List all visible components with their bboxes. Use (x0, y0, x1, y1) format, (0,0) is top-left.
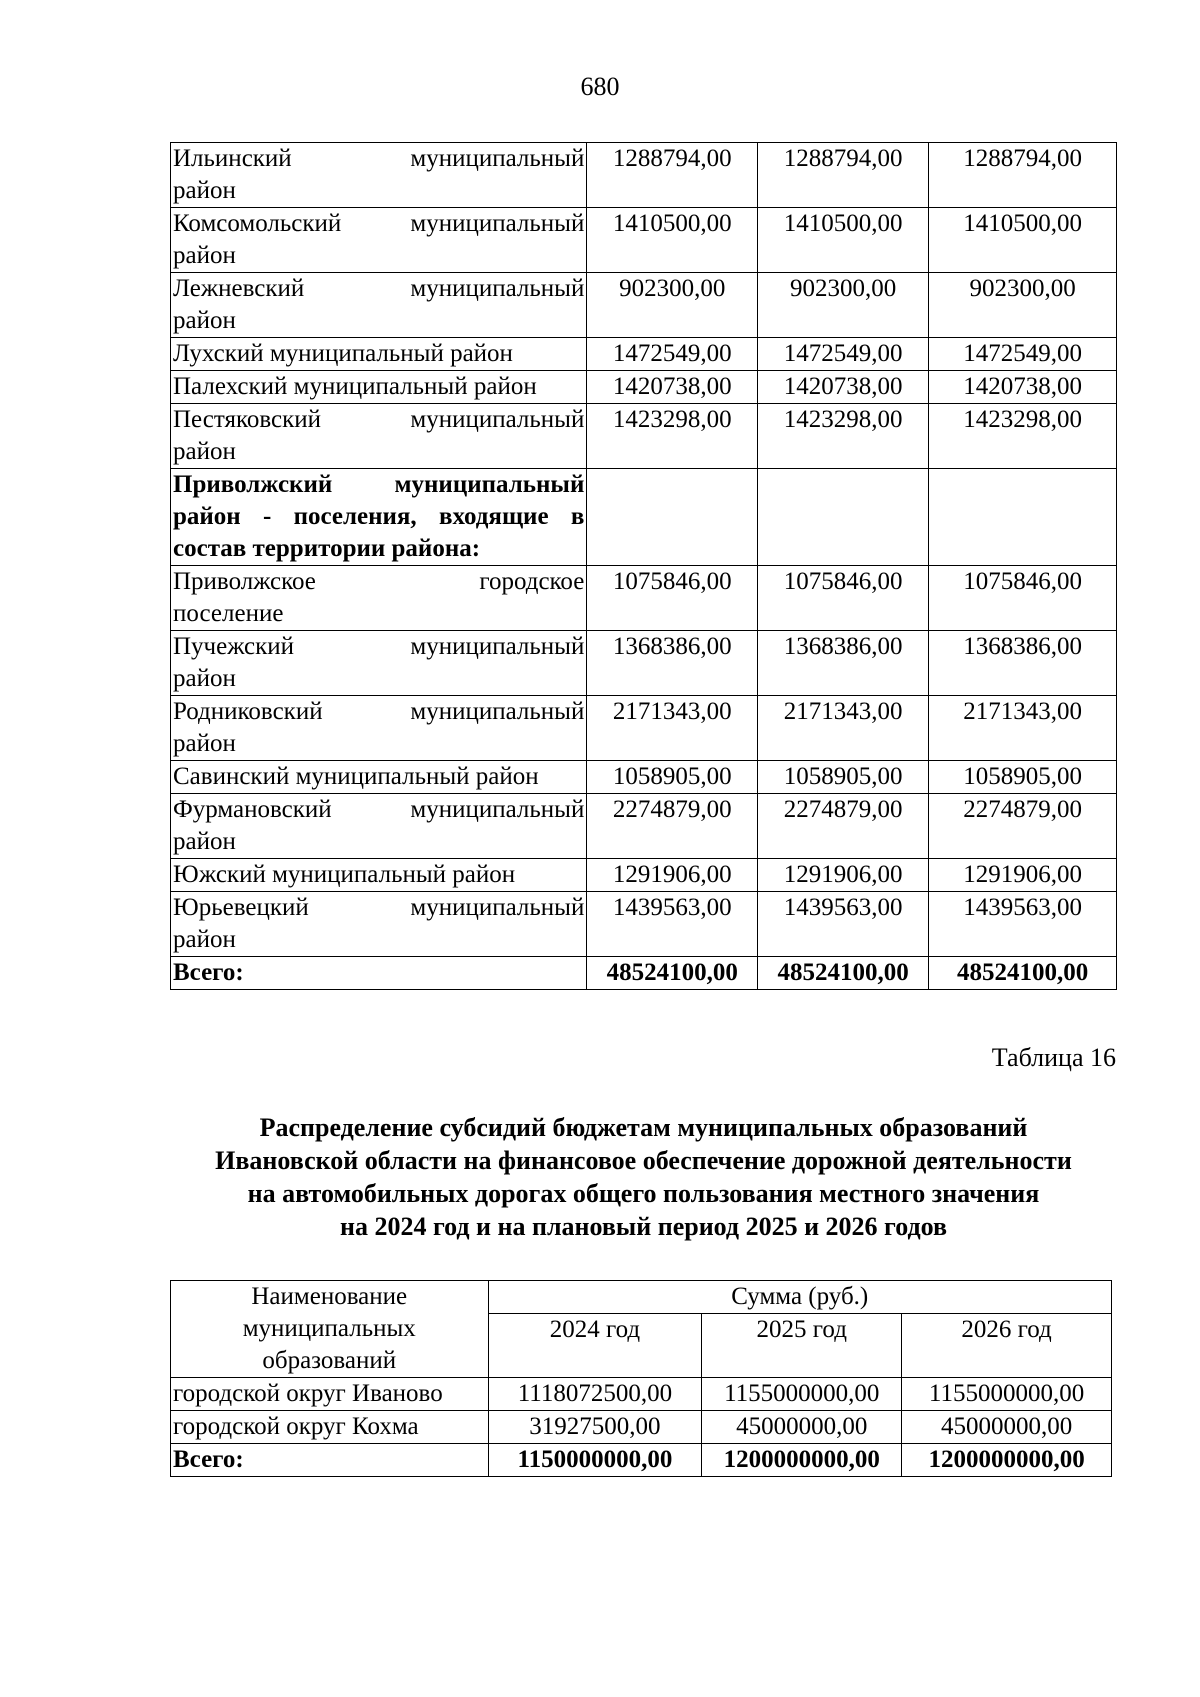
header-sum-col: Сумма (руб.) (488, 1281, 1112, 1314)
table-title-line: на автомобильных дорогах общего пользования местного значения (247, 1179, 1040, 1208)
row-name (171, 696, 587, 761)
row-value-2025: 1291906,00 (758, 859, 929, 892)
page-number: 680 (580, 72, 620, 101)
row-value-2026: 2171343,00 (929, 696, 1117, 761)
row-value-2025: 2274879,00 (758, 794, 929, 859)
row-value-2024: 2274879,00 (587, 794, 758, 859)
table-row (171, 371, 1117, 404)
row-value-2025: 1368386,00 (758, 631, 929, 696)
row-name (171, 794, 587, 859)
total-value-2025: 1200000000,00 (702, 1444, 902, 1477)
row-name-line: поселение (173, 600, 284, 627)
empty-cell-2024 (587, 469, 758, 566)
row-value-2024: 1423298,00 (587, 404, 758, 469)
header-year-2026: 2026 год (902, 1314, 1112, 1378)
row-name-line: район (173, 730, 236, 757)
row-name: Савинский муниципальный район (171, 761, 587, 794)
row-value-2026: 1420738,00 (929, 371, 1117, 404)
total-label: Всего: (171, 957, 587, 990)
row-value-2026: 1472549,00 (929, 338, 1117, 371)
row-value-2025: 1439563,00 (758, 892, 929, 957)
row-value-2024: 1439563,00 (587, 892, 758, 957)
header-year-2024: 2024 год (488, 1314, 702, 1378)
section-row (171, 469, 1117, 566)
table-row (171, 696, 1117, 761)
row-value-2025: 1472549,00 (758, 338, 929, 371)
table-title-line: Ивановской области на финансовое обеспечение дорожной деятельности (215, 1146, 1072, 1175)
row-value-2025: 902300,00 (758, 273, 929, 338)
row-value-2024: 1288794,00 (587, 143, 758, 208)
row-value-2026: 1288794,00 (929, 143, 1117, 208)
row-value-2024: 2171343,00 (587, 696, 758, 761)
row-name-line: район (173, 307, 236, 334)
table-row (171, 566, 1117, 631)
row-value-2025: 1423298,00 (758, 404, 929, 469)
table-title (170, 1111, 1117, 1243)
row-name (171, 404, 587, 469)
row-name-line: Комсомольский муниципальный (173, 210, 585, 237)
row-name-line: Приволжское городское (173, 568, 585, 595)
row-value-2025: 1410500,00 (758, 208, 929, 273)
table-row (171, 404, 1117, 469)
row-name-line: Пестяковский муниципальный (173, 406, 585, 433)
row-name-line: район (173, 438, 236, 465)
row-name-line: район (173, 665, 236, 692)
row-value-2024: 1368386,00 (587, 631, 758, 696)
row-name-line: Юрьевецкий муниципальный (173, 894, 585, 921)
row-name: Южский муниципальный район (171, 859, 587, 892)
row-name: городской округ Иваново (171, 1378, 489, 1411)
table-row (171, 143, 1117, 208)
empty-cell-2026 (929, 469, 1117, 566)
table-title-line: Распределение субсидий бюджетам муниципальных образований (259, 1113, 1028, 1142)
row-name: городской округ Кохма (171, 1411, 489, 1444)
table-row (171, 1411, 1112, 1444)
row-value-2024: 1075846,00 (587, 566, 758, 631)
row-value-2026: 1058905,00 (929, 761, 1117, 794)
table-row (171, 1378, 1112, 1411)
row-name-line: район (173, 828, 236, 855)
road-subsidy-table (170, 1280, 1112, 1477)
header-name-col: Наименование муниципальных образований (171, 1281, 489, 1378)
header-year-2025: 2025 год (702, 1314, 902, 1378)
row-name (171, 273, 587, 338)
row-value-2024: 1058905,00 (587, 761, 758, 794)
section-name: Приволжский муниципальный район - поселения, входящие в состав территории района: (171, 469, 587, 566)
row-name-line: район (173, 926, 236, 953)
row-value-2026: 1155000000,00 (902, 1378, 1112, 1411)
total-row (171, 1444, 1112, 1477)
row-name-line: Лежневский муниципальный (173, 275, 585, 302)
row-value-2024: 1472549,00 (587, 338, 758, 371)
row-name (171, 892, 587, 957)
table-row (171, 631, 1117, 696)
table-row (171, 794, 1117, 859)
row-name (171, 143, 587, 208)
table-row (171, 273, 1117, 338)
row-value-2026: 902300,00 (929, 273, 1117, 338)
row-name-line: район (173, 242, 236, 269)
row-value-2026: 2274879,00 (929, 794, 1117, 859)
row-name: Палехский муниципальный район (171, 371, 587, 404)
row-name (171, 566, 587, 631)
table-label: Таблица 16 (991, 1043, 1116, 1072)
row-value-2024: 1410500,00 (587, 208, 758, 273)
total-value-2026: 48524100,00 (929, 957, 1117, 990)
row-value-2024: 1420738,00 (587, 371, 758, 404)
table-row (171, 761, 1117, 794)
row-value-2026: 45000000,00 (902, 1411, 1112, 1444)
row-value-2024: 31927500,00 (488, 1411, 702, 1444)
row-value-2025: 1155000000,00 (702, 1378, 902, 1411)
row-value-2025: 45000000,00 (702, 1411, 902, 1444)
table-header-row (171, 1281, 1112, 1314)
row-value-2026: 1291906,00 (929, 859, 1117, 892)
row-value-2025: 1288794,00 (758, 143, 929, 208)
row-name-line: Пучежский муниципальный (173, 633, 585, 660)
row-name: Лухский муниципальный район (171, 338, 587, 371)
row-name-line: Ильинский муниципальный (173, 145, 585, 172)
row-value-2026: 1410500,00 (929, 208, 1117, 273)
table-row (171, 208, 1117, 273)
empty-cell-2025 (758, 469, 929, 566)
row-name-line: район (173, 177, 236, 204)
row-value-2024: 1118072500,00 (488, 1378, 702, 1411)
row-value-2026: 1439563,00 (929, 892, 1117, 957)
table-row (171, 338, 1117, 371)
row-value-2026: 1423298,00 (929, 404, 1117, 469)
row-value-2025: 1075846,00 (758, 566, 929, 631)
row-value-2025: 2171343,00 (758, 696, 929, 761)
row-value-2026: 1075846,00 (929, 566, 1117, 631)
total-value-2024: 48524100,00 (587, 957, 758, 990)
total-value-2025: 48524100,00 (758, 957, 929, 990)
row-name-line: Фурмановский муниципальный (173, 796, 585, 823)
row-name-line: Родниковский муниципальный (173, 698, 585, 725)
subsidy-table-continued (170, 142, 1117, 990)
total-label: Всего: (171, 1444, 489, 1477)
row-name (171, 631, 587, 696)
total-value-2026: 1200000000,00 (902, 1444, 1112, 1477)
row-value-2025: 1058905,00 (758, 761, 929, 794)
table-row (171, 892, 1117, 957)
table-row (171, 859, 1117, 892)
total-value-2024: 1150000000,00 (488, 1444, 702, 1477)
table-title-line: на 2024 год и на плановый период 2025 и 2026 годов (339, 1212, 948, 1241)
total-row (171, 957, 1117, 990)
row-value-2025: 1420738,00 (758, 371, 929, 404)
row-value-2024: 1291906,00 (587, 859, 758, 892)
row-value-2024: 902300,00 (587, 273, 758, 338)
row-name (171, 208, 587, 273)
row-value-2026: 1368386,00 (929, 631, 1117, 696)
